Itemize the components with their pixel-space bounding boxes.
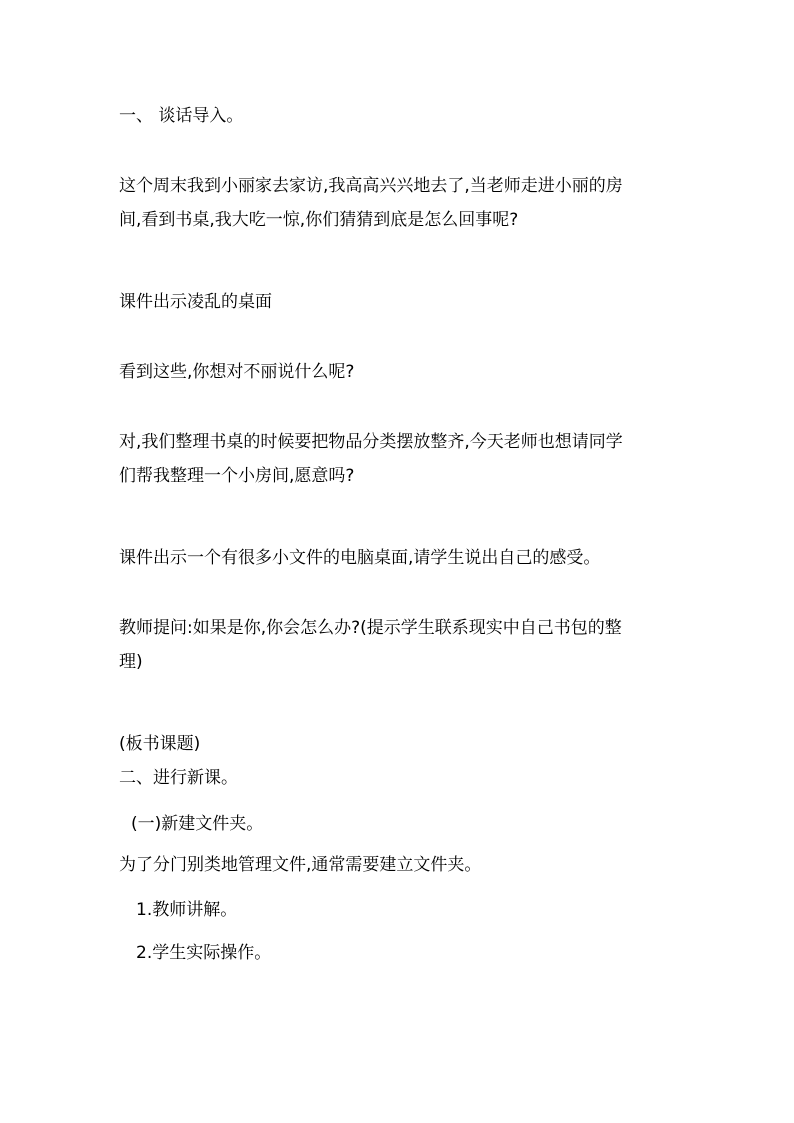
paragraph-teacher-question-line-1: 教师提问:如果是你,你会怎么办?(提示学生联系现实中自己书包的整 — [119, 618, 622, 638]
paragraph-messy-desk: 课件出示凌乱的桌面 — [119, 292, 272, 312]
list-item: 2.学生实际操作。 — [136, 943, 272, 963]
paragraph-board-title: (板书课题) — [119, 734, 201, 754]
list-item: 1.教师讲解。 — [136, 900, 238, 920]
paragraph-intro-line-1: 这个周末我到小丽家去家访,我高高兴兴地去了,当老师走进小丽的房 — [119, 176, 623, 196]
section-heading-1: 一、 谈话导入。 — [119, 106, 244, 126]
paragraph-question: 看到这些,你想对不丽说什么呢? — [119, 362, 355, 382]
paragraph-teacher-question-line-2: 理) — [119, 652, 143, 672]
paragraph-computer-desktop: 课件出示一个有很多小文件的电脑桌面,请学生说出自己的感受。 — [119, 548, 601, 568]
paragraph-folder-purpose: 为了分门别类地管理文件,通常需要建立文件夹。 — [119, 855, 482, 875]
paragraph-organize-line-1: 对,我们整理书桌的时候要把物品分类摆放整齐,今天老师也想请同学 — [119, 432, 623, 452]
subheading-new-folder: (一)新建文件夹。 — [131, 814, 264, 834]
paragraph-organize-line-2: 们帮我整理一个小房间,愿意吗? — [119, 466, 355, 486]
section-heading-2: 二、进行新课。 — [119, 768, 238, 788]
paragraph-intro-line-2: 间,看到书桌,我大吃一惊,你们猜猜到底是怎么回事呢? — [119, 210, 519, 230]
